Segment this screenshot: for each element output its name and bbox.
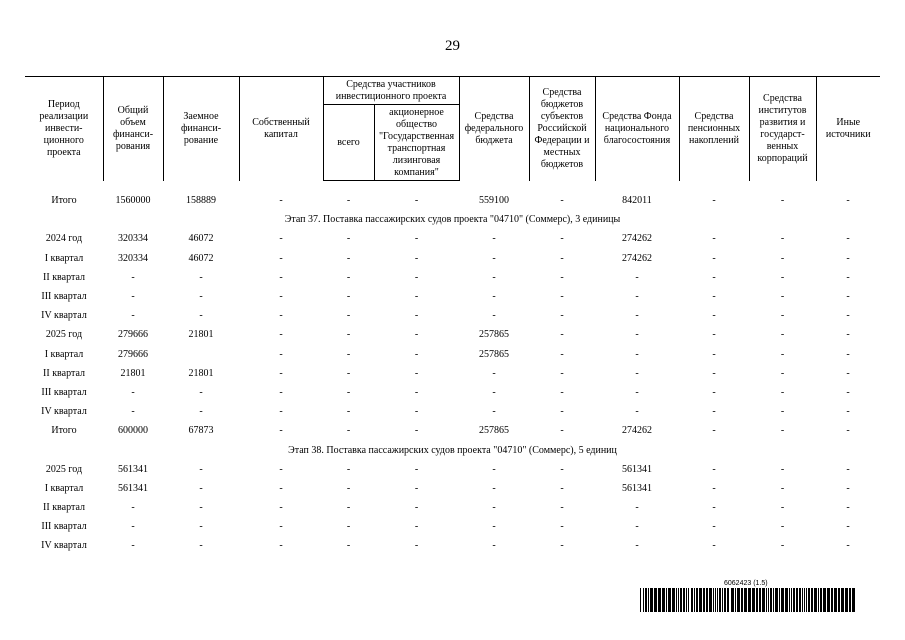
value-cell: 561341 [622,463,652,475]
value-cell: - [560,367,564,379]
value-cell: - [846,195,850,207]
value-cell: - [346,463,351,475]
value-cell: - [712,348,716,360]
value-cell: - [712,233,716,245]
value-cell: - [199,271,203,283]
value-cell: - [199,310,203,322]
value-cell: - [846,367,850,379]
period-cell: III квартал [41,291,87,303]
value-cell: - [560,252,564,264]
table-row [25,268,880,287]
value-cell: - [780,252,785,264]
header-federal: Средства федерального бюджета [459,77,529,181]
value-cell: - [780,310,785,322]
value-cell: - [131,406,135,418]
value-cell: 561341 [622,482,652,494]
value-cell: - [492,252,496,264]
value-cell: - [492,521,496,533]
value-cell: - [414,482,419,494]
value-cell: - [414,233,419,245]
value-cell: - [131,291,135,303]
page-number: 29 [445,38,460,54]
value-cell: - [414,329,419,341]
financing-table [25,76,880,556]
value-cell: 257865 [479,329,509,341]
value-cell: - [635,386,639,398]
table-row [25,421,880,440]
value-cell: - [780,463,785,475]
value-cell: - [492,386,496,398]
value-cell: - [712,252,716,264]
value-cell: 279666 [118,348,148,360]
value-cell: - [712,540,716,552]
value-cell: - [414,463,419,475]
value-cell: - [780,367,785,379]
value-cell: - [846,310,850,322]
value-cell: 257865 [479,425,509,437]
value-cell: - [560,521,564,533]
value-cell: - [279,463,283,475]
value-cell: - [279,348,283,360]
period-cell: 2025 год [45,463,83,475]
value-cell: 46072 [188,252,214,264]
value-cell: - [279,425,283,437]
value-cell: - [346,425,351,437]
value-cell: 1560000 [115,195,151,207]
value-cell: - [492,310,496,322]
value-cell: - [560,329,564,341]
value-cell: - [712,329,716,341]
value-cell: - [346,195,351,207]
header-loan: Заемное финанси-рование [163,77,239,181]
value-cell: 274262 [622,252,652,264]
stage-title: Этап 38. Поставка пассажирских судов проекта "04710" (Соммерс), 5 единиц [288,444,617,456]
value-cell: - [635,271,639,283]
value-cell: 21801 [188,329,214,341]
table-row [25,345,880,364]
value-cell: - [199,463,203,475]
value-cell: - [279,367,283,379]
value-cell: - [560,463,564,475]
value-cell: 67873 [188,425,214,437]
table-row [25,287,880,306]
header-nwf: Средства Фонда национального благосостояния [595,77,679,181]
value-cell: - [414,291,419,303]
table-row [25,191,880,210]
value-cell: - [560,386,564,398]
value-cell: - [846,406,850,418]
barcode [640,588,856,612]
period-cell: I квартал [44,482,84,494]
value-cell: - [846,482,850,494]
value-cell: - [131,386,135,398]
value-cell: - [279,195,283,207]
value-cell: - [279,291,283,303]
value-cell: 46072 [188,233,214,245]
value-cell: - [279,233,283,245]
value-cell: - [279,482,283,494]
period-cell: IV квартал [41,406,87,418]
value-cell: - [560,406,564,418]
value-cell: - [635,540,639,552]
value-cell: - [346,386,351,398]
value-cell: - [780,406,785,418]
table-row [25,383,880,402]
value-cell: - [414,540,419,552]
value-cell: 279666 [118,329,148,341]
value-cell: - [346,291,351,303]
value-cell: - [560,502,564,514]
value-cell: - [346,482,351,494]
stage-title: Этап 37. Поставка пассажирских судов проекта "04710" (Соммерс), 3 единицы [284,214,621,226]
value-cell: - [635,348,639,360]
table-row [25,249,880,268]
period-cell: IV квартал [41,310,87,322]
value-cell: 274262 [622,425,652,437]
value-cell: - [780,291,785,303]
value-cell: - [635,367,639,379]
value-cell: - [560,425,564,437]
value-cell: - [492,233,496,245]
value-cell: 561341 [118,482,148,494]
period-cell: II квартал [43,271,85,283]
value-cell: - [279,540,283,552]
value-cell: - [846,502,850,514]
value-cell: - [560,233,564,245]
value-cell: - [846,329,850,341]
value-cell: - [131,540,135,552]
value-cell: - [346,271,351,283]
value-cell: 320334 [118,252,148,264]
period-cell: Итого [51,425,77,437]
header-institutes: Средства институтов развития и государст-венных корпораций [749,77,816,181]
value-cell: - [414,502,419,514]
table-body [25,181,880,556]
value-cell: - [780,348,785,360]
value-cell: - [279,252,283,264]
value-cell: - [560,271,564,283]
value-cell: - [846,540,850,552]
value-cell: - [712,310,716,322]
value-cell: - [780,521,785,533]
period-cell: III квартал [41,386,87,398]
value-cell: - [560,195,564,207]
header-pension: Средства пенсионных накоплений [679,77,749,181]
value-cell: - [492,502,496,514]
value-cell: - [635,521,639,533]
value-cell: 320334 [118,233,148,245]
value-cell: - [346,329,351,341]
header-period: Период реализации инвести-ционного проекта [25,77,103,181]
value-cell: - [560,348,564,360]
value-cell: - [712,502,716,514]
value-cell: - [780,540,785,552]
header-participants-gtlk: акционерное общество "Государственная транспортная лизинговая компания" [374,105,459,181]
value-cell: - [346,252,351,264]
value-cell: - [199,521,203,533]
value-cell: 561341 [118,463,148,475]
value-cell: - [492,271,496,283]
value-cell: - [492,291,496,303]
value-cell: 21801 [120,367,146,379]
value-cell: - [780,195,785,207]
value-cell: 257865 [479,348,509,360]
value-cell: - [712,406,716,418]
value-cell: - [780,482,785,494]
value-cell: - [199,386,203,398]
value-cell: - [712,482,716,494]
value-cell: - [560,310,564,322]
value-cell: - [279,310,283,322]
value-cell: - [560,540,564,552]
value-cell: - [414,252,419,264]
value-cell: - [346,367,351,379]
period-cell: II квартал [43,502,85,514]
value-cell: - [712,367,716,379]
value-cell: 559100 [479,195,509,207]
period-cell: 2025 год [45,329,83,341]
value-cell: - [414,521,419,533]
value-cell: - [846,348,850,360]
value-cell: - [131,271,135,283]
table-row [25,364,880,383]
value-cell: - [712,521,716,533]
table-row [25,325,880,344]
value-cell: - [846,425,850,437]
value-cell: - [635,291,639,303]
value-cell: - [635,502,639,514]
value-cell: - [414,406,419,418]
value-cell: - [780,502,785,514]
header-participants: Средства участников инвестиционного проекта [323,77,459,105]
table-row [25,498,880,517]
table-row [25,229,880,248]
value-cell: - [846,233,850,245]
value-cell: - [780,233,785,245]
value-cell [163,345,239,364]
value-cell: - [712,271,716,283]
value-cell: - [199,291,203,303]
value-cell: - [780,271,785,283]
value-cell: - [279,406,283,418]
period-cell: I квартал [44,252,84,264]
period-cell: 2024 год [45,233,83,245]
value-cell: 842011 [622,195,652,207]
value-cell: - [492,482,496,494]
value-cell: - [712,386,716,398]
value-cell: - [780,425,785,437]
value-cell: - [712,195,716,207]
table-row [25,479,880,498]
value-cell: 274262 [622,233,652,245]
value-cell: - [346,502,351,514]
value-cell: - [199,406,203,418]
value-cell: - [131,310,135,322]
value-cell: - [846,521,850,533]
stage-row [25,440,880,459]
value-cell: - [414,310,419,322]
value-cell: - [279,521,283,533]
value-cell: - [846,463,850,475]
value-cell: - [199,482,203,494]
value-cell: - [131,502,135,514]
value-cell: - [131,521,135,533]
table-row [25,402,880,421]
value-cell: 21801 [188,367,214,379]
value-cell: - [346,521,351,533]
value-cell: - [712,463,716,475]
value-cell: - [414,348,419,360]
value-cell: - [346,406,351,418]
value-cell: - [414,425,419,437]
table-row [25,517,880,536]
period-cell: I квартал [44,348,84,360]
value-cell: - [279,329,283,341]
value-cell: - [846,291,850,303]
value-cell: 158889 [186,195,216,207]
value-cell: - [346,348,351,360]
value-cell: - [846,386,850,398]
header-regional: Средства бюджетов субъектов Российской Федерации и местных бюджетов [529,77,595,181]
value-cell: - [414,195,419,207]
value-cell: - [414,271,419,283]
table-row [25,306,880,325]
value-cell: 600000 [118,425,148,437]
header-other: Иные источники [816,77,880,181]
value-cell: - [780,386,785,398]
period-cell: IV квартал [41,540,87,552]
period-cell: III квартал [41,521,87,533]
value-cell: - [279,502,283,514]
value-cell: - [846,252,850,264]
header-participants-all: всего [323,105,374,181]
value-cell: - [279,271,283,283]
value-cell: - [560,482,564,494]
value-cell: - [346,540,351,552]
period-cell: Итого [51,195,77,207]
value-cell: - [780,329,785,341]
table-row [25,536,880,555]
value-cell: - [712,425,716,437]
table-row [25,460,880,479]
value-cell: - [635,310,639,322]
value-cell: - [346,310,351,322]
value-cell: - [635,329,639,341]
value-cell: - [199,540,203,552]
value-cell: - [414,367,419,379]
stage-row [25,210,880,229]
value-cell: - [346,233,351,245]
value-cell: - [199,502,203,514]
value-cell: - [635,406,639,418]
header-total: Общий объем финанси-рования [103,77,163,181]
value-cell: - [492,540,496,552]
value-cell: - [492,463,496,475]
value-cell: - [560,291,564,303]
value-cell: - [492,367,496,379]
barcode-label: 6062423 (1.5) [724,580,768,587]
value-cell: - [846,271,850,283]
value-cell: - [712,291,716,303]
value-cell: - [492,406,496,418]
value-cell: - [414,386,419,398]
value-cell: - [279,386,283,398]
period-cell: II квартал [43,367,85,379]
header-own-capital: Собственный капитал [239,77,323,181]
